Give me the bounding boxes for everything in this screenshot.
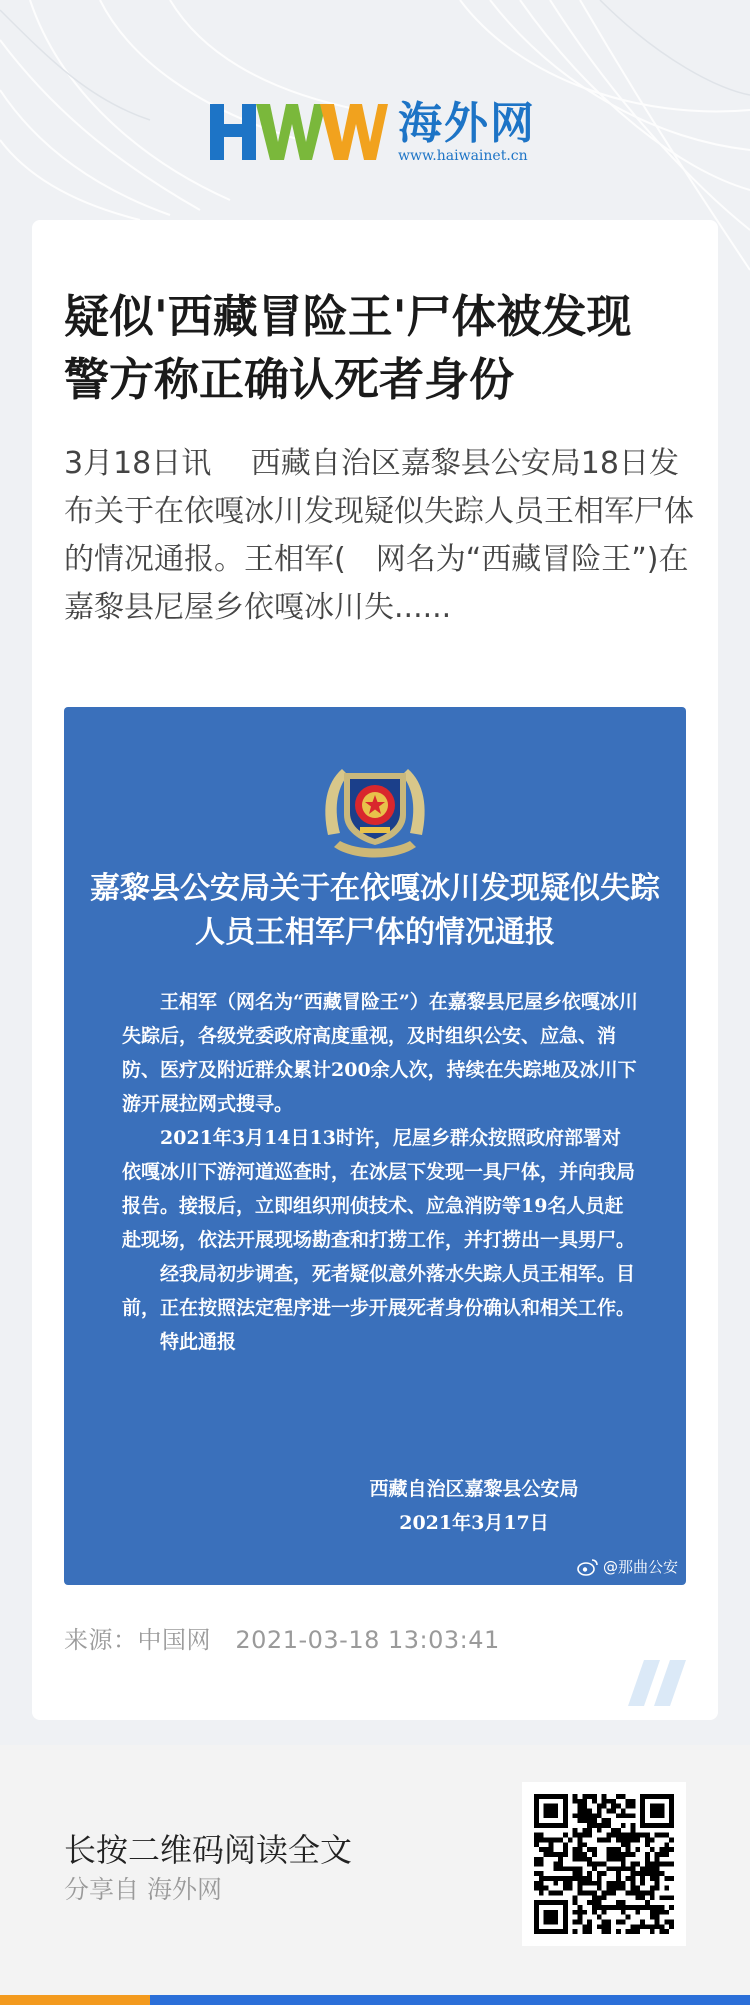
weibo-icon [577,1558,599,1576]
share-source: 分享自 海外网 [64,1875,222,1904]
notice-paragraph: 王相军（网名为“西藏冒险王”）在嘉黎县尼屋乡依嘎冰川失踪后，各级党委政府高度重视，及时组织公安、应急、消防、医疗及附近群众累计200余人次，持续在失踪地及冰川下游开展拉网式搜寻。 [122,991,638,1115]
notice-body [122,985,638,1359]
qr-instruction: 长按二维码阅读全文 [64,1831,353,1869]
notice-paragraph: 经我局初步调查，死者疑似意外落水失踪人员王相军。目前，正在按照法定程序进一步开展死者身份确认和相关工作。 [122,1263,636,1319]
qr-code-icon [534,1794,674,1934]
logo-name: 海外网 [398,98,536,149]
source-label: 来源：中国网 [64,1626,211,1654]
article-title: 疑似'西藏冒险王'尸体被发现 警方称正确认死者身份 [64,290,632,406]
notice-image [64,707,686,1585]
notice-issuer: 西藏自治区嘉黎县公安局 [369,1478,579,1500]
bottom-bar-accent [0,1995,150,2005]
notice-signature [354,1472,594,1540]
watermark-text: @那曲公安 [602,1558,678,1576]
logo-url: www.haiwainet.cn [398,148,528,164]
police-emblem-icon [314,757,436,867]
article-summary: 3月18日讯 西藏自治区嘉黎县公安局18日发布关于在依嘎冰川发现疑似失踪人员王相军尸体的情况通报。王相军( 网名为“西藏冒险王”)在嘉黎县尼屋乡依嘎冰川失...... [64,446,694,625]
bottom-brand-bar [0,1995,750,2005]
notice-title: 嘉黎县公安局关于在依嘎冰川发现疑似失踪人员王相军尸体的情况通报 [90,871,660,950]
article-source [64,1620,500,1655]
quote-mark-icon [628,1660,686,1706]
weibo-watermark [577,1556,678,1577]
notice-date: 2021年3月17日 [399,1512,549,1534]
qr-code[interactable] [522,1782,686,1946]
site-logo[interactable] [208,100,548,170]
notice-closing: 特此通报 [160,1331,237,1353]
notice-paragraph: 2021年3月14日13时许，尼屋乡群众按照政府部署对依嘎冰川下游河道巡查时，在冰层下发现一具尸体，并向我局报告。接报后，立即组织刑侦技术、应急消防等19名人员赶赴现场，依法开展现场勘查和打捞工作，并打捞出一具男尸。 [122,1127,636,1251]
hww-logo-icon [208,100,388,164]
publish-datetime: 2021-03-18 13:03:41 [235,1626,500,1654]
